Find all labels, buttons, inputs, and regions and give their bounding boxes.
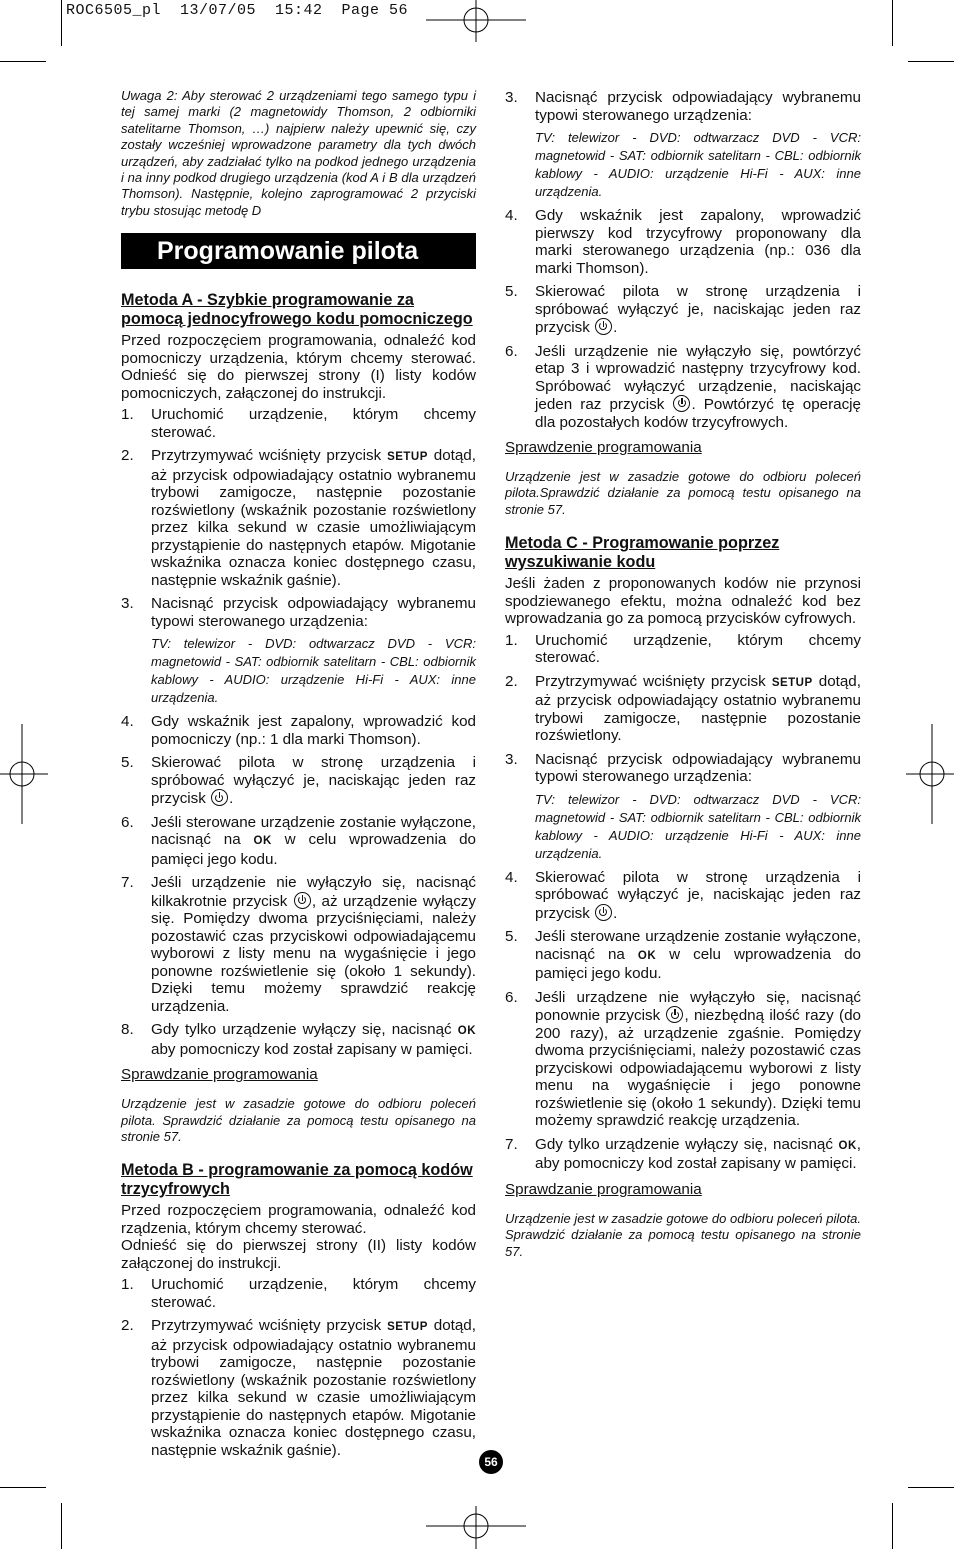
list-item: 2. Przytrzymywać wciśnięty przycisk SETUP dotąd, aż przycisk odpowiadający ostatnio wybranemu trybowi zamigocze, następnie pozostanie rozświetlony (wskaźnik pozostanie rozświetlony przez kilka sekund w czasie umożliwiającym przystąpienie do następnych etapów. Migotanie wskaźnika oznacza koniec dostępnego czasu, następnie wskaźnik gaśnie). bbox=[121, 447, 476, 589]
list-item: 1. Uruchomić urządzenie, którym chcemy sterować. bbox=[121, 406, 476, 441]
registration-mark-icon bbox=[906, 724, 954, 824]
list-item: 3. Nacisnąć przycisk odpowiadający wybranemu typowi sterowanego urządzenia: TV: telewizor - DVD: odtwarzacz DVD - VCR: magnetowid - SAT: odbiornik satelitarn - CBL: odbiornik kablowy - AUDIO: urządzenie Hi-Fi - AUX: inne urządzenia. bbox=[505, 89, 861, 199]
print-slug: ROC6505_pl 13/07/05 15:42 Page 56 bbox=[66, 2, 409, 19]
registration-mark-icon bbox=[0, 724, 48, 824]
power-icon bbox=[666, 1006, 683, 1023]
setup-button-label: SETUP bbox=[771, 676, 813, 689]
list-item: 3. Nacisnąć przycisk odpowiadający wybranemu typowi sterowanego urządzenia: TV: telewizor - DVD: odtwarzacz DVD - VCR: magnetowid - SAT: odbiornik satelitarn - CBL: odbiornik kablowy - AUDIO: urządzenie Hi-Fi - AUX: inne urządzenia. bbox=[121, 595, 476, 706]
ok-button-label: OK bbox=[637, 949, 657, 962]
power-icon bbox=[595, 318, 612, 335]
method-c-steps bbox=[505, 632, 861, 1173]
method-b-title: Metoda B - programowanie za pomocą kodów trzycyfrowych bbox=[121, 1161, 473, 1198]
power-icon bbox=[595, 904, 612, 921]
ok-button-label: OK bbox=[457, 1025, 476, 1038]
list-item: 1. Uruchomić urządzenie, którym chcemy sterować. bbox=[505, 631, 861, 667]
crop-mark bbox=[892, 1503, 893, 1549]
list-item: 2. Przytrzymywać wciśnięty przycisk SETUP dotąd, aż przycisk odpowiadający ostatnio wybranemu trybowi zamigocze, następnie pozostanie rozświetlony. bbox=[505, 672, 861, 745]
check-note: Urządzenie jest w zasadzie gotowe do odbioru poleceń pilota. Sprawdzić działanie za pomocą testu opisanego na stronie 57. bbox=[121, 1096, 476, 1145]
setup-button-label: SETUP bbox=[387, 451, 428, 464]
ok-button-label: OK bbox=[838, 1139, 857, 1152]
crop-mark bbox=[61, 0, 62, 46]
list-item: 4. Skierować pilota w stronę urządzenia i spróbować wyłączyć je, naciskając jeden raz przycisk . bbox=[505, 868, 861, 922]
check-note: Urządzenie jest w zasadzie gotowe do odbioru poleceń pilota. Sprawdzić działanie za pomocą testu opisanego na stronie 57. bbox=[505, 1210, 861, 1259]
list-item: 1. Uruchomić urządzenie, którym chcemy sterować. bbox=[121, 1276, 476, 1311]
crop-mark bbox=[908, 1487, 954, 1488]
registration-mark-icon bbox=[426, 1506, 526, 1549]
list-item: 6. Jeśli sterowane urządzenie zostanie wyłączone, nacisnąć na OK w celu wprowadzenia do pamięci jego kodu. bbox=[121, 813, 476, 868]
check-heading: Sprawdzanie programowania bbox=[505, 1180, 702, 1198]
list-item: 7. Gdy tylko urządzenie wyłączy się, nacisnąć OK, aby pomocniczy kod został zapisany w pamięci. bbox=[505, 1135, 861, 1173]
device-types-note: TV: telewizor - DVD: odtwarzacz DVD - VCR: magnetowid - SAT: odbiornik satelitarn - CBL: odbiornik kablowy - AUDIO: urządzenie Hi-Fi - AUX: inne urządzenia. bbox=[535, 130, 861, 199]
list-item: 7. Jeśli urządzenie nie wyłączyło się, nacisnąć kilkakrotnie przycisk , aż urządzenie wyłączy się. Pomiędzy dwoma przyciśnięciami, należy pozostawić czas przyciskowi odpowiadającemu wyborowi z listy menu na wygaśnięcie i jego ponowne rozświetlenie się (około 1 sekundy). Dzięki temu możemy sprawdzić reakcję urządzenia. bbox=[121, 874, 476, 1015]
registration-mark-icon bbox=[426, 0, 526, 42]
method-b-steps-right bbox=[505, 89, 861, 431]
method-a-steps bbox=[121, 406, 476, 1058]
list-item: 2. Przytrzymywać wciśnięty przycisk SETUP dotąd, aż przycisk odpowiadający ostatnio wybranemu trybowi zamigocze, następnie pozostanie rozświetlony (wskaźnik pozostanie rozświetlony przez kilka sekund w czasie umożliwiającym przystąpienie do następnych etapów. Migotanie wskaźnika oznacza koniec dostępnego czasu, następnie wskaźnik gaśnie). bbox=[121, 1317, 476, 1459]
power-icon bbox=[294, 892, 311, 909]
left-column bbox=[121, 88, 476, 1465]
method-c-title: Metoda C - Programowanie poprzez wyszukiwanie kodu bbox=[505, 534, 780, 571]
list-item: 4. Gdy wskaźnik jest zapalony, wprowadzić kod pomocniczy (np.: 1 dla marki Thomson). bbox=[121, 713, 476, 748]
right-column bbox=[505, 89, 861, 1270]
ok-button-label: OK bbox=[253, 835, 272, 848]
list-item: 5. Skierować pilota w stronę urządzenia i spróbować wyłączyć je, naciskając jeden raz przycisk . bbox=[121, 754, 476, 808]
crop-mark bbox=[0, 61, 46, 62]
check-note: Urządzenie jest w zasadzie gotowe do odbioru poleceń pilota.Sprawdzić działanie za pomocą testu opisanego na stronie 57. bbox=[505, 469, 861, 517]
section-banner: Programowanie pilota bbox=[121, 233, 476, 269]
crop-mark bbox=[892, 0, 893, 46]
method-c-intro: Jeśli żaden z proponowanych kodów nie przynosi spodziewanego efektu, można odnaleźć kod bez wprowadzania go za pomocą przycisków cyfrowych. bbox=[505, 575, 861, 628]
power-icon bbox=[211, 789, 228, 806]
list-item: 3. Nacisnąć przycisk odpowiadający wybranemu typowi sterowanego urządzenia: TV: telewizor - DVD: odtwarzacz DVD - VCR: magnetowid - SAT: odbiornik satelitarn - CBL: odbiornik kablowy - AUDIO: urządzenie Hi-Fi - AUX: inne urządzenia. bbox=[505, 750, 861, 861]
method-b-intro-2: Odnieść się do pierwszej strony (II) listy kodów załączonej do instrukcji. bbox=[121, 1237, 476, 1272]
check-heading: Sprawdzenie programowania bbox=[505, 439, 702, 456]
power-icon bbox=[673, 395, 690, 412]
setup-button-label: SETUP bbox=[387, 1321, 428, 1334]
page-number-badge: 56 bbox=[479, 1450, 503, 1474]
device-types-note: TV: telewizor - DVD: odtwarzacz DVD - VCR: magnetowid - SAT: odbiornik satelitarn - CBL: odbiornik kablowy - AUDIO: urządzenie Hi-Fi - AUX: inne urządzenia. bbox=[151, 636, 476, 706]
list-item: 4. Gdy wskaźnik jest zapalony, wprowadzić pierwszy kod trzycyfrowy proponowany dla marki sterowanego urządzenia (np.: 036 dla marki Thomson). bbox=[505, 207, 861, 277]
list-item: 6. Jeśli urządzenie nie wyłączyło się, powtórzyć etap 3 i wprowadzić następny trzycyfrowy kod. Spróbować wyłączyć urządzenie, naciskając jeden raz przycisk . Powtórzyć tę operację dla pozostałych kodów trzycyfrowych. bbox=[505, 342, 862, 431]
crop-mark bbox=[908, 61, 954, 62]
list-item: 5. Jeśli sterowane urządzenie zostanie wyłączone, nacisnąć na OK w celu wprowadzenia do pamięci jego kodu. bbox=[505, 928, 861, 983]
method-a-title: Metoda A - Szybkie programowanie za pomocą jednocyfrowego kodu pomocniczego bbox=[121, 291, 473, 328]
list-item: 5. Skierować pilota w stronę urządzenia i spróbować wyłączyć je, naciskając jeden raz przycisk . bbox=[505, 283, 861, 336]
method-a-intro: Przed rozpoczęciem programowania, odnaleźć kod pomocniczy urządzenia, którym chcemy sterować. Odnieść się do pierwszej strony (I) listy kodów pomocniczych, załączonej do instrukcji. bbox=[121, 332, 476, 402]
list-item: 8. Gdy tylko urządzenie wyłączy się, nacisnąć OK aby pomocniczy kod został zapisany w pamięci. bbox=[121, 1021, 476, 1058]
crop-mark bbox=[0, 1487, 46, 1488]
crop-mark bbox=[61, 1503, 62, 1549]
method-b-intro: Przed rozpoczęciem programowania, odnaleźć kod rządzenia, którym chcemy sterować. bbox=[121, 1202, 476, 1237]
device-types-note: TV: telewizor - DVD: odtwarzacz DVD - VCR: magnetowid - SAT: odbiornik satelitarn - CBL: odbiornik kablowy - AUDIO: urządzenie Hi-Fi - AUX: inne urządzenia. bbox=[535, 791, 861, 861]
check-heading: Sprawdzanie programowania bbox=[121, 1066, 318, 1084]
note-2: Uwaga 2: Aby sterować 2 urządzeniami tego samego typu i tej samej marki (2 magnetowidy Thomson, 2 odbiorniki satelitarne Thomson, …) najpierw należy upewnić się, czy zostały wcześniej wprowadzone parametry dla tych dwóch urządzeń, aby zadziałać tylko na podkod jednego urządzenia i na inny podkod drugiego urządzenia (kod A i B dla urządzeń Thomson). Następnie, kolejno zaprogramować 2 przyciski trybu stosując metodę D bbox=[121, 88, 476, 218]
list-item: 6. Jeśli urządzene nie wyłączyło się, nacisnąć ponownie przycisk , niezbędną ilość razy (do 200 razy), aż urządzenie zgaśnie. Pomiędzy dwoma przyciśnięciami, należy pozostawić czas przyciskowi odpowiadającemu wyborowi z listy menu na wygaśnięcie i jego ponowne rozświetlenie się (około 1 sekundy). Dzięki temu możemy sprawdzić reakcję urządzenia. bbox=[505, 988, 861, 1130]
method-b-steps-left bbox=[121, 1276, 476, 1459]
